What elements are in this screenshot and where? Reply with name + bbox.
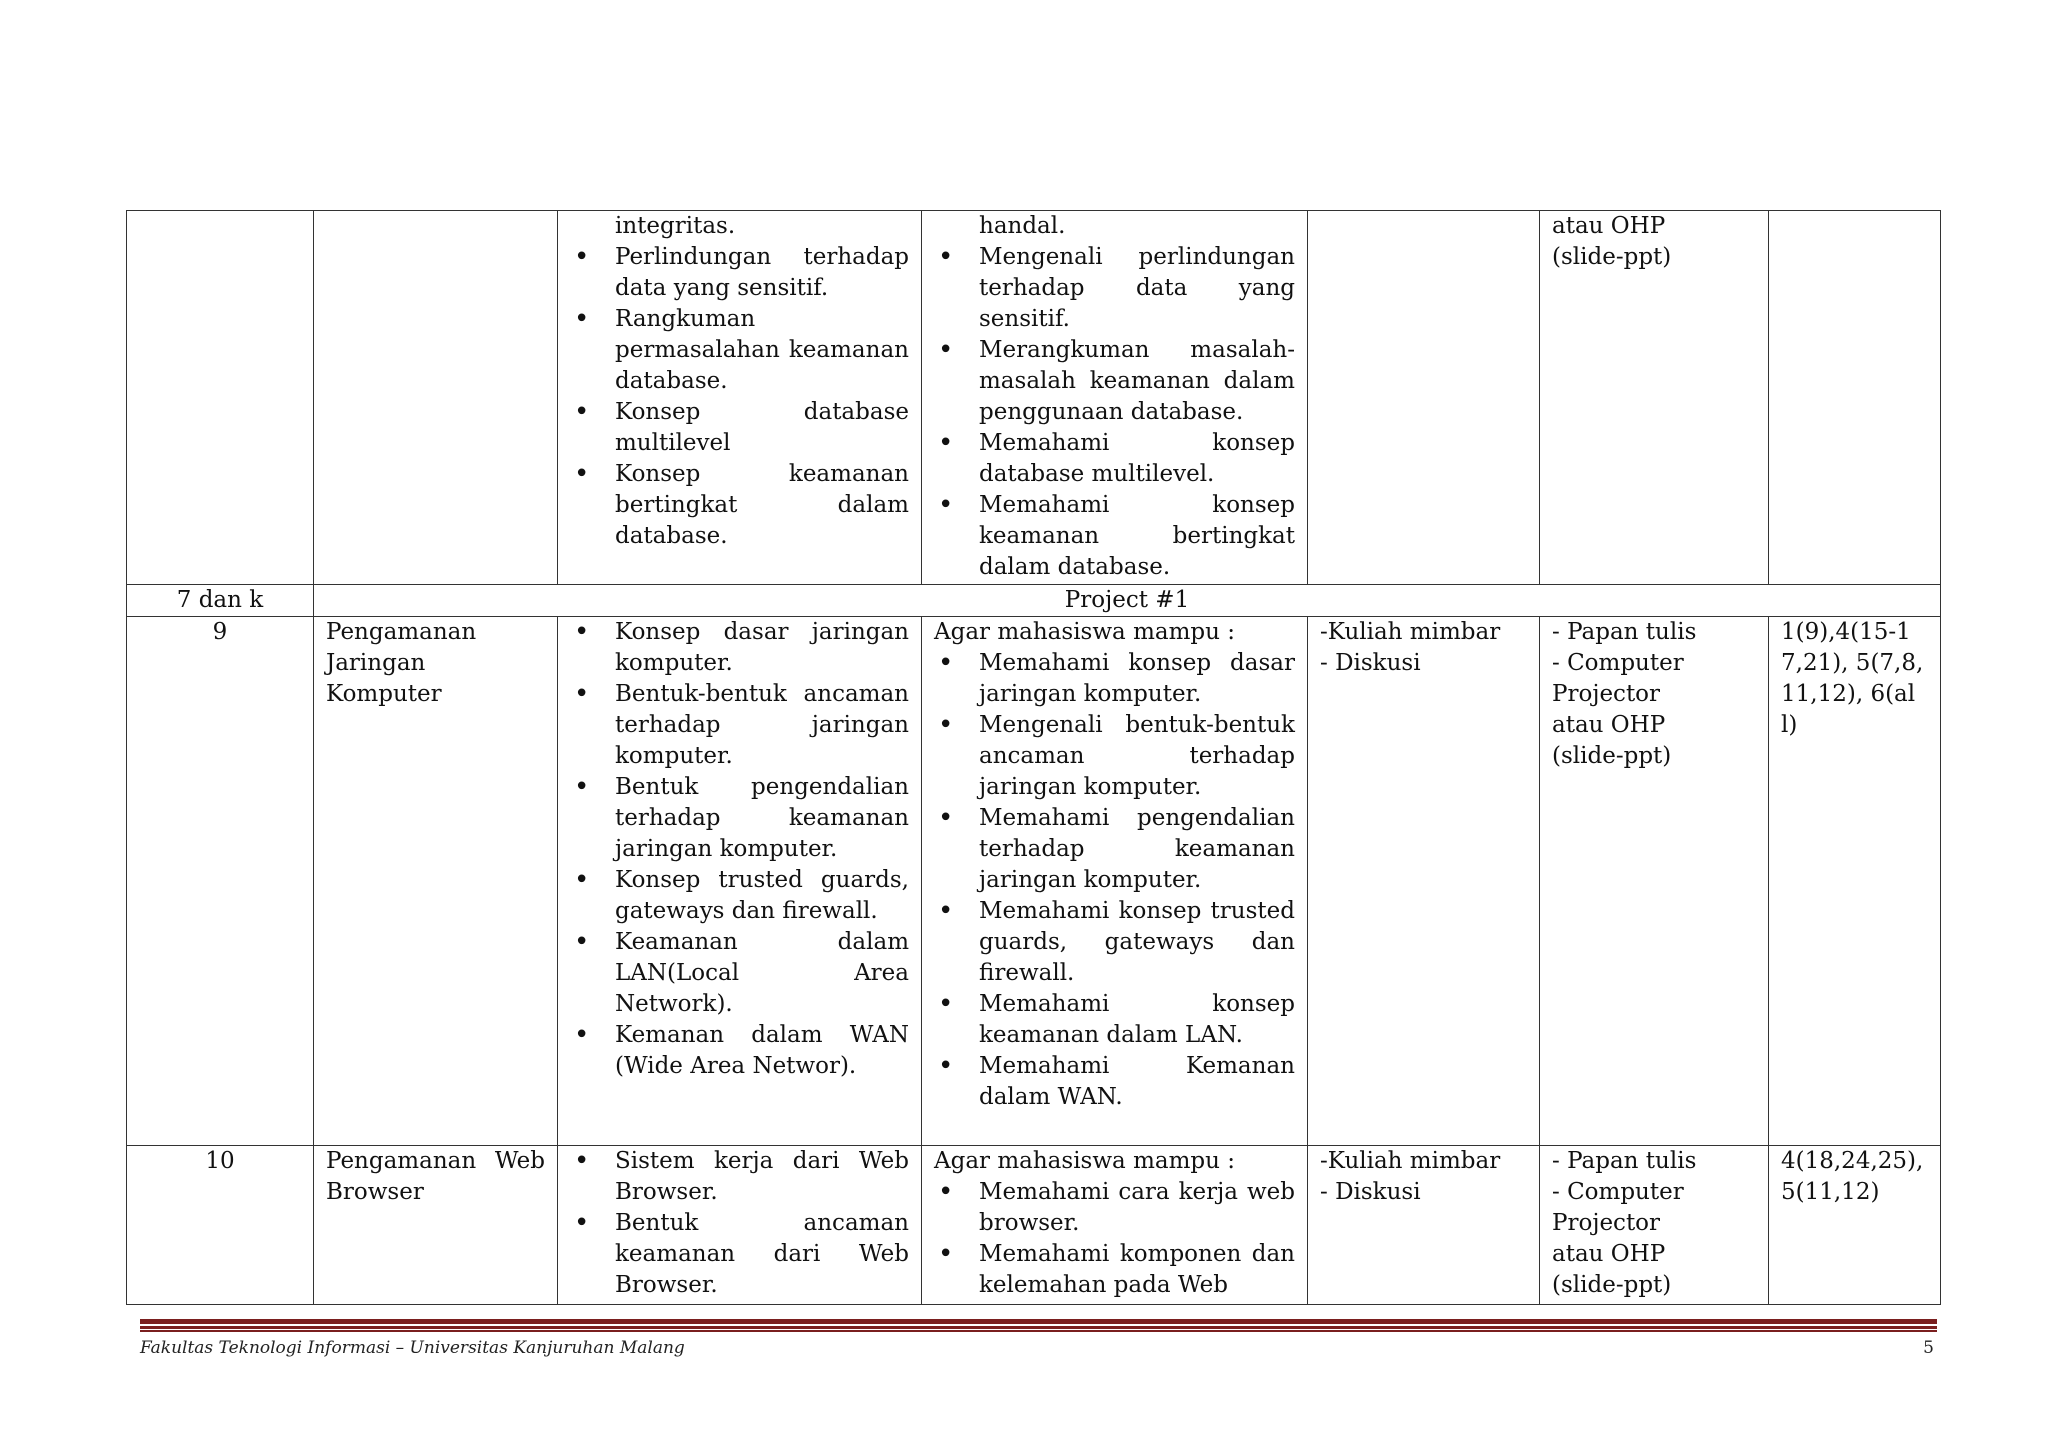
- list-item: • Memahami komponen dan kelemahan pada Web: [934, 1239, 1295, 1301]
- method-line: -Kuliah mimbar: [1320, 1148, 1501, 1174]
- list-item: • Bentuk pengendalian terhadap keamanan jaringan komputer.: [570, 772, 909, 865]
- objective-lead: Agar mahasiswa mampu :: [934, 619, 1235, 645]
- syllabus-table: [126, 210, 1941, 1305]
- content-cell: [558, 617, 922, 1146]
- objective-list: [934, 1177, 1295, 1301]
- media-line: (slide-ppt): [1552, 1272, 1672, 1298]
- media-line: - Papan tulis: [1552, 1148, 1697, 1174]
- method-cell: [1308, 617, 1540, 1146]
- objective-cell: [922, 211, 1308, 585]
- objective-list: [934, 648, 1295, 1113]
- objective-lead: handal.: [979, 213, 1066, 239]
- project-label-cell: Project #1: [314, 585, 1941, 617]
- list-item: • Keamanan dalam LAN(Local Area Network).: [570, 927, 909, 1020]
- media-line: - Computer: [1552, 1179, 1684, 1205]
- list-item: • Konsep dasar jaringan komputer.: [570, 617, 909, 679]
- list-item: • Konsep trusted guards, gateways dan firewall.: [570, 865, 909, 927]
- method-line: - Diskusi: [1320, 1179, 1421, 1205]
- list-item: • Memahami konsep keamanan bertingkat dalam database.: [934, 490, 1295, 583]
- media-line: Projector: [1552, 1210, 1661, 1236]
- method-line: -Kuliah mimbar: [1320, 619, 1501, 645]
- list-item: • Memahami pengendalian terhadap keamanan jaringan komputer.: [934, 803, 1295, 896]
- list-item: • Memahami konsep trusted guards, gateways dan firewall.: [934, 896, 1295, 989]
- references-cell: 1(9),4(15-17,21), 5(7,8,11,12), 6(all): [1769, 617, 1941, 1146]
- list-item: • Sistem kerja dari Web Browser.: [570, 1146, 909, 1208]
- list-item: • Memahami cara kerja web browser.: [934, 1177, 1295, 1239]
- objective-cell: [922, 617, 1308, 1146]
- list-item: • Memahami konsep dasar jaringan komputer.: [934, 648, 1295, 710]
- content-cell: [558, 211, 922, 585]
- content-cell: [558, 1146, 922, 1305]
- footer-rule: [140, 1319, 1937, 1333]
- content-list: [570, 1146, 909, 1301]
- list-item: • Memahami konsep keamanan dalam LAN.: [934, 989, 1295, 1051]
- media-line: - Papan tulis: [1552, 619, 1697, 645]
- topic-cell: [314, 211, 558, 585]
- list-item: • Perlindungan terhadap data yang sensitif.: [570, 242, 909, 304]
- table-row: [127, 1146, 1941, 1305]
- session-number-cell: [127, 211, 314, 585]
- media-line: (slide-ppt): [1552, 743, 1672, 769]
- references-cell: 4(18,24,25), 5(11,12): [1769, 1146, 1941, 1305]
- content-lead: integritas.: [615, 213, 736, 239]
- media-line: atau OHP: [1552, 213, 1666, 239]
- list-item: • Merangkuman masalah-masalah keamanan dalam penggunaan database.: [934, 335, 1295, 428]
- content-list: [570, 617, 909, 1082]
- list-item: • Memahami konsep database multilevel.: [934, 428, 1295, 490]
- media-cell: [1540, 1146, 1769, 1305]
- list-item: • Konsep keamanan bertingkat dalam database.: [570, 459, 909, 552]
- table-row: [127, 617, 1941, 1146]
- list-item: • Konsep database multilevel: [570, 397, 909, 459]
- session-number-cell: 7 dan k: [127, 585, 314, 617]
- media-line: atau OHP: [1552, 1241, 1666, 1267]
- media-line: - Computer: [1552, 650, 1684, 676]
- list-item: • Mengenali perlindungan terhadap data yang sensitif.: [934, 242, 1295, 335]
- list-item: • Rangkuman permasalahan keamanan database.: [570, 304, 909, 397]
- media-line: (slide-ppt): [1552, 244, 1672, 270]
- media-line: Projector: [1552, 681, 1661, 707]
- objective-lead: Agar mahasiswa mampu :: [934, 1148, 1235, 1174]
- table-row: [127, 585, 1941, 617]
- references-cell: [1769, 211, 1941, 585]
- topic-cell: Pengamanan Jaringan Komputer: [314, 617, 558, 1146]
- content-list: [570, 242, 909, 552]
- list-item: • Memahami Kemanan dalam WAN.: [934, 1051, 1295, 1113]
- method-cell: [1308, 211, 1540, 585]
- method-line: - Diskusi: [1320, 650, 1421, 676]
- topic-cell: Pengamanan Web Browser: [314, 1146, 558, 1305]
- media-cell: [1540, 211, 1769, 585]
- objective-list: [934, 242, 1295, 583]
- list-item: • Bentuk ancaman keamanan dari Web Browser.: [570, 1208, 909, 1301]
- list-item: • Mengenali bentuk-bentuk ancaman terhadap jaringan komputer.: [934, 710, 1295, 803]
- table-row: [127, 211, 1941, 585]
- method-cell: [1308, 1146, 1540, 1305]
- media-cell: [1540, 617, 1769, 1146]
- page-number: 5: [1923, 1338, 1934, 1358]
- session-number-cell: 9: [127, 617, 314, 1146]
- list-item: • Kemanan dalam WAN (Wide Area Networ).: [570, 1020, 909, 1082]
- footer-institution: Fakultas Teknologi Informasi – Universitas Kanjuruhan Malang: [140, 1338, 685, 1358]
- objective-cell: [922, 1146, 1308, 1305]
- session-number-cell: 10: [127, 1146, 314, 1305]
- list-item: • Bentuk-bentuk ancaman terhadap jaringan komputer.: [570, 679, 909, 772]
- media-line: atau OHP: [1552, 712, 1666, 738]
